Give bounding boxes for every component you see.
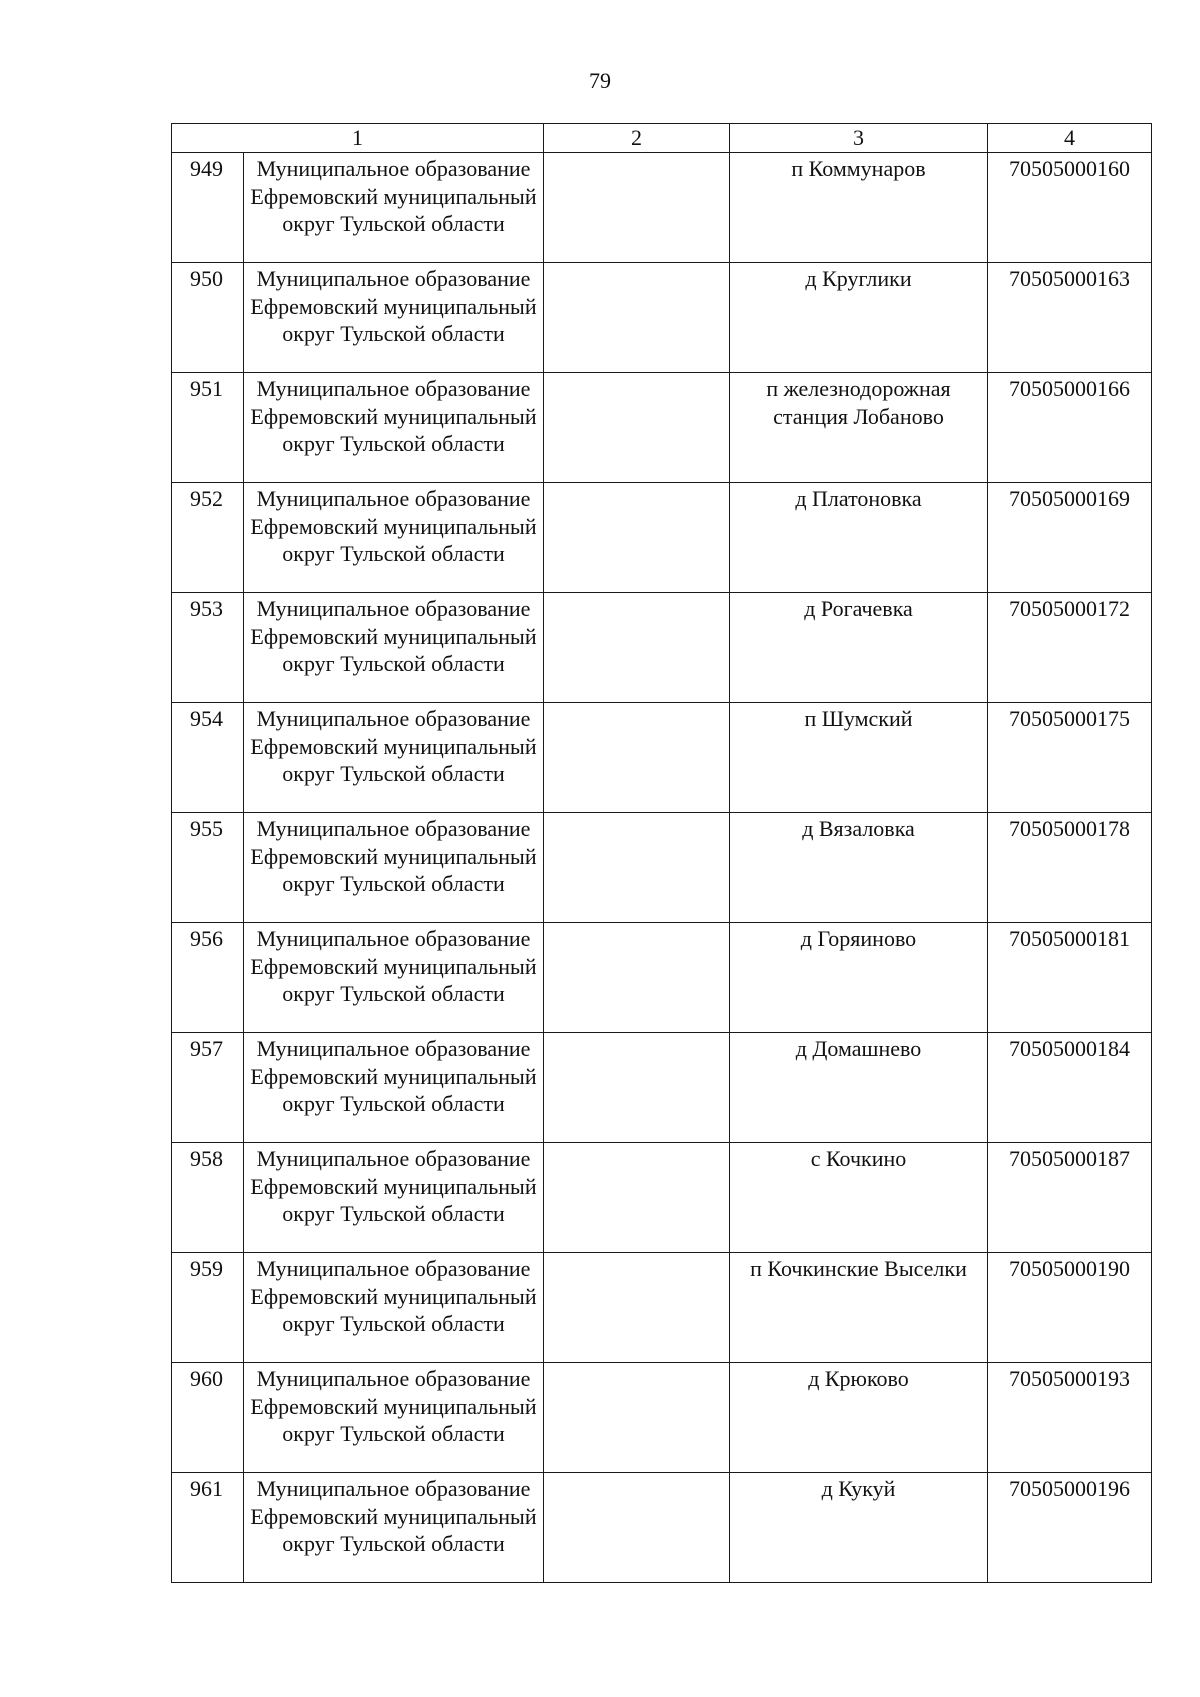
municipality-cell: Муниципальное образование Ефремовский муниципальный округ Тульской области <box>244 263 544 373</box>
municipality-cell: Муниципальное образование Ефремовский муниципальный округ Тульской области <box>244 373 544 483</box>
settlement-cell: п железнодорожная станция Лобаново <box>730 373 988 483</box>
column-2-cell <box>544 1363 730 1473</box>
settlement-cell: д Вязаловка <box>730 813 988 923</box>
column-2-cell <box>544 1253 730 1363</box>
municipality-cell: Муниципальное образование Ефремовский муниципальный округ Тульской области <box>244 1473 544 1583</box>
table-row <box>172 1473 1152 1583</box>
municipality-cell: Муниципальное образование Ефремовский муниципальный округ Тульской области <box>244 1363 544 1473</box>
code-cell: 70505000187 <box>988 1143 1152 1253</box>
municipality-cell: Муниципальное образование Ефремовский муниципальный округ Тульской области <box>244 153 544 263</box>
settlement-cell: п Коммунаров <box>730 153 988 263</box>
row-number: 958 <box>172 1143 244 1253</box>
settlement-cell: д Круглики <box>730 263 988 373</box>
row-number: 951 <box>172 373 244 483</box>
table-row <box>172 373 1152 483</box>
table-row <box>172 813 1152 923</box>
column-2-cell <box>544 483 730 593</box>
municipality-cell: Муниципальное образование Ефремовский муниципальный округ Тульской области <box>244 593 544 703</box>
code-cell: 70505000184 <box>988 1033 1152 1143</box>
table-row <box>172 263 1152 373</box>
table-row <box>172 1253 1152 1363</box>
code-cell: 70505000169 <box>988 483 1152 593</box>
column-2-cell <box>544 373 730 483</box>
settlement-cell: д Домашнево <box>730 1033 988 1143</box>
code-cell: 70505000166 <box>988 373 1152 483</box>
column-2-cell <box>544 593 730 703</box>
municipality-cell: Муниципальное образование Ефремовский муниципальный округ Тульской области <box>244 483 544 593</box>
code-cell: 70505000172 <box>988 593 1152 703</box>
code-cell: 70505000178 <box>988 813 1152 923</box>
row-number: 956 <box>172 923 244 1033</box>
column-2-cell <box>544 263 730 373</box>
column-header-1: 1 <box>172 124 544 153</box>
code-cell: 70505000160 <box>988 153 1152 263</box>
column-header-3: 3 <box>730 124 988 153</box>
column-header-4: 4 <box>988 124 1152 153</box>
settlement-cell: п Шумский <box>730 703 988 813</box>
settlement-cell: д Платоновка <box>730 483 988 593</box>
municipality-cell: Муниципальное образование Ефремовский муниципальный округ Тульской области <box>244 1143 544 1253</box>
column-2-cell <box>544 923 730 1033</box>
row-number: 955 <box>172 813 244 923</box>
settlements-table <box>171 123 1152 1583</box>
row-number: 949 <box>172 153 244 263</box>
row-number: 950 <box>172 263 244 373</box>
row-number: 959 <box>172 1253 244 1363</box>
column-2-cell <box>544 1473 730 1583</box>
settlement-cell: с Кочкино <box>730 1143 988 1253</box>
column-header-2: 2 <box>544 124 730 153</box>
table-row <box>172 1143 1152 1253</box>
table-row <box>172 1033 1152 1143</box>
column-2-cell <box>544 813 730 923</box>
row-number: 957 <box>172 1033 244 1143</box>
municipality-cell: Муниципальное образование Ефремовский муниципальный округ Тульской области <box>244 923 544 1033</box>
row-number: 960 <box>172 1363 244 1473</box>
code-cell: 70505000163 <box>988 263 1152 373</box>
row-number: 961 <box>172 1473 244 1583</box>
settlement-cell: д Кукуй <box>730 1473 988 1583</box>
column-2-cell <box>544 703 730 813</box>
table-row <box>172 923 1152 1033</box>
code-cell: 70505000175 <box>988 703 1152 813</box>
table-row <box>172 593 1152 703</box>
row-number: 952 <box>172 483 244 593</box>
code-cell: 70505000181 <box>988 923 1152 1033</box>
page-number: 79 <box>589 68 611 93</box>
table-row <box>172 1363 1152 1473</box>
table-row <box>172 153 1152 263</box>
column-2-cell <box>544 1033 730 1143</box>
code-cell: 70505000190 <box>988 1253 1152 1363</box>
code-cell: 70505000196 <box>988 1473 1152 1583</box>
table-row <box>172 703 1152 813</box>
code-cell: 70505000193 <box>988 1363 1152 1473</box>
table-row <box>172 483 1152 593</box>
settlement-cell: д Рогачевка <box>730 593 988 703</box>
table-header-row <box>172 124 1152 153</box>
column-2-cell <box>544 153 730 263</box>
municipality-cell: Муниципальное образование Ефремовский муниципальный округ Тульской области <box>244 703 544 813</box>
row-number: 954 <box>172 703 244 813</box>
settlement-cell: п Кочкинские Выселки <box>730 1253 988 1363</box>
settlement-cell: д Горяиново <box>730 923 988 1033</box>
municipality-cell: Муниципальное образование Ефремовский муниципальный округ Тульской области <box>244 813 544 923</box>
column-2-cell <box>544 1143 730 1253</box>
settlement-cell: д Крюково <box>730 1363 988 1473</box>
municipality-cell: Муниципальное образование Ефремовский муниципальный округ Тульской области <box>244 1253 544 1363</box>
row-number: 953 <box>172 593 244 703</box>
municipality-cell: Муниципальное образование Ефремовский муниципальный округ Тульской области <box>244 1033 544 1143</box>
